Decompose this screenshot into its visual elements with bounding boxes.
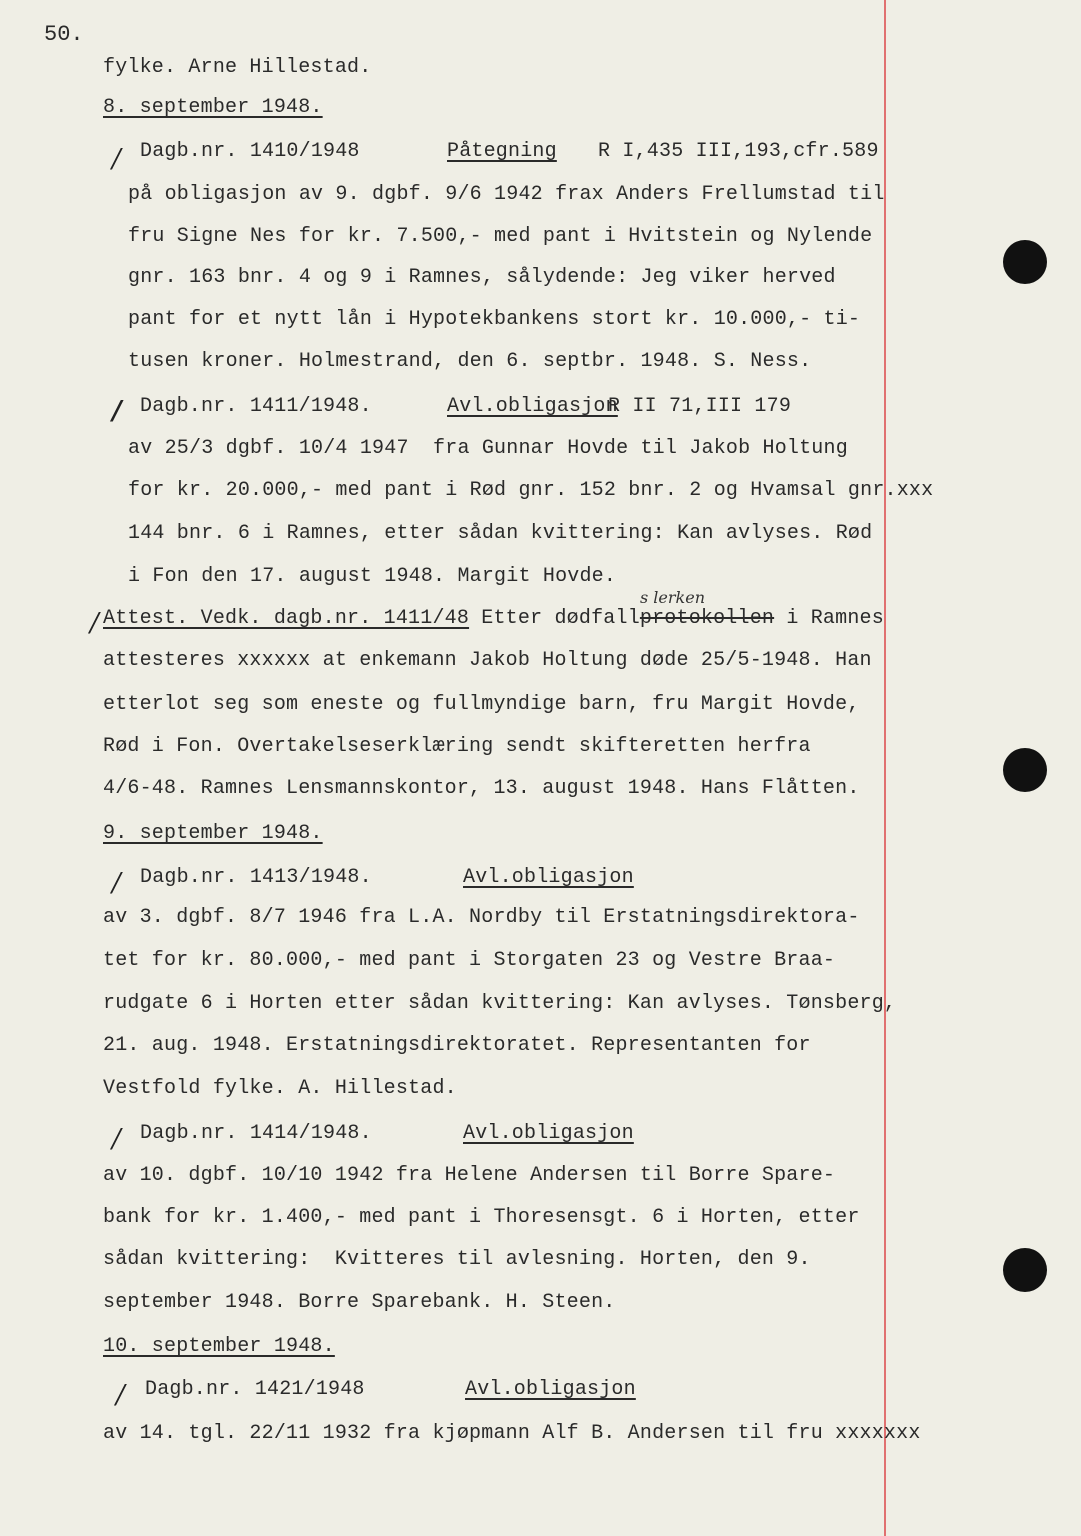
entry-reference: R II 71,III 179 (608, 395, 792, 418)
text-line: av 3. dgbf. 8/7 1946 fra L.A. Nordby til Erstatningsdirektora- (103, 906, 860, 929)
date-heading: 10. september 1948. (103, 1335, 335, 1358)
attest-line (103, 607, 884, 631)
text-line: gnr. 163 bnr. 4 og 9 i Ramnes, sålydende: Jeg viker herved (128, 266, 836, 289)
text-line: rudgate 6 i Horten etter sådan kvittering: Kan avlyses. Tønsberg, (103, 992, 897, 1015)
text-line: fylke. Arne Hillestad. (103, 56, 372, 79)
entry-reference: R I,435 III,193,cfr.589 (598, 140, 879, 163)
text-line: etterlot seg som eneste og fullmyndige barn, fru Margit Hovde, (103, 693, 860, 716)
check-mark-icon: / (112, 144, 121, 174)
text-line: bank for kr. 1.400,- med pant i Thoresensgt. 6 i Horten, etter (103, 1206, 860, 1229)
attest-heading: Attest. Vedk. dagb.nr. 1411/48 (103, 607, 470, 630)
text-line: Vestfold fylke. A. Hillestad. (103, 1077, 457, 1100)
entry-type: Påtegning (447, 140, 557, 163)
handwritten-note: s lerken (640, 588, 705, 607)
entry-number: Dagb.nr. 1411/1948. (140, 395, 372, 418)
struck-text: protokollen (639, 607, 775, 630)
text-line: på obligasjon av 9. dgbf. 9/6 1942 frax Anders Frellumstad til (128, 183, 885, 206)
entry-type: Avl.obligasjon (463, 1122, 634, 1145)
text-line: av 25/3 dgbf. 10/4 1947 fra Gunnar Hovde til Jakob Holtung (128, 437, 848, 460)
check-mark-icon: / (112, 868, 121, 898)
entry-number: Dagb.nr. 1410/1948 (140, 140, 360, 163)
text-line: attesteres xxxxxx at enkemann Jakob Holtung døde 25/5-1948. Han (103, 649, 872, 672)
text-line: av 14. tgl. 22/11 1932 fra kjøpmann Alf B. Andersen til fru xxxxxxx (103, 1422, 921, 1445)
text-line: av 10. dgbf. 10/10 1942 fra Helene Andersen til Borre Spare- (103, 1164, 836, 1187)
text-line: i Fon den 17. august 1948. Margit Hovde. (128, 565, 617, 588)
red-margin-line (884, 0, 886, 1536)
check-mark-icon: / (112, 396, 122, 426)
text-line: tet for kr. 80.000,- med pant i Storgaten 23 og Vestre Braa- (103, 949, 836, 972)
text-line: 144 bnr. 6 i Ramnes, etter sådan kvittering: Kan avlyses. Rød (128, 522, 873, 545)
text-line: september 1948. Borre Sparebank. H. Steen. (103, 1291, 616, 1314)
punch-hole (1003, 748, 1047, 792)
text-line: tusen kroner. Holmestrand, den 6. septbr. 1948. S. Ness. (128, 350, 812, 373)
entry-type: Avl.obligasjon (447, 395, 618, 418)
text-line: 4/6-48. Ramnes Lensmannskontor, 13. august 1948. Hans Flåtten. (103, 777, 860, 800)
date-heading: 8. september 1948. (103, 96, 323, 119)
entry-type: Avl.obligasjon (465, 1378, 636, 1401)
text-line: Rød i Fon. Overtakelseserklæring sendt skifteretten herfra (103, 735, 811, 758)
text-line: sådan kvittering: Kvitteres til avlesning. Horten, den 9. (103, 1248, 811, 1271)
punch-hole (1003, 240, 1047, 284)
entry-number: Dagb.nr. 1421/1948 (145, 1378, 365, 1401)
entry-number: Dagb.nr. 1413/1948. (140, 866, 372, 889)
check-mark-icon: / (90, 608, 99, 638)
text-line: 21. aug. 1948. Erstatningsdirektoratet. Representanten for (103, 1034, 811, 1057)
page-number: 50. (44, 22, 84, 47)
check-mark-icon: / (112, 1124, 121, 1154)
entry-type: Avl.obligasjon (463, 866, 634, 889)
entry-number: Dagb.nr. 1414/1948. (140, 1122, 372, 1145)
text-line: for kr. 20.000,- med pant i Rød gnr. 152 bnr. 2 og Hvamsal gnr.xxx (128, 479, 934, 502)
text-segment: i Ramnes (774, 607, 884, 630)
text-segment: Etter dødfall (469, 607, 640, 630)
check-mark-icon: / (116, 1380, 125, 1410)
text-line: pant for et nytt lån i Hypotekbankens stort kr. 10.000,- ti- (128, 308, 861, 331)
date-heading: 9. september 1948. (103, 822, 323, 845)
text-line: fru Signe Nes for kr. 7.500,- med pant i Hvitstein og Nylende (128, 225, 873, 248)
punch-hole (1003, 1248, 1047, 1292)
